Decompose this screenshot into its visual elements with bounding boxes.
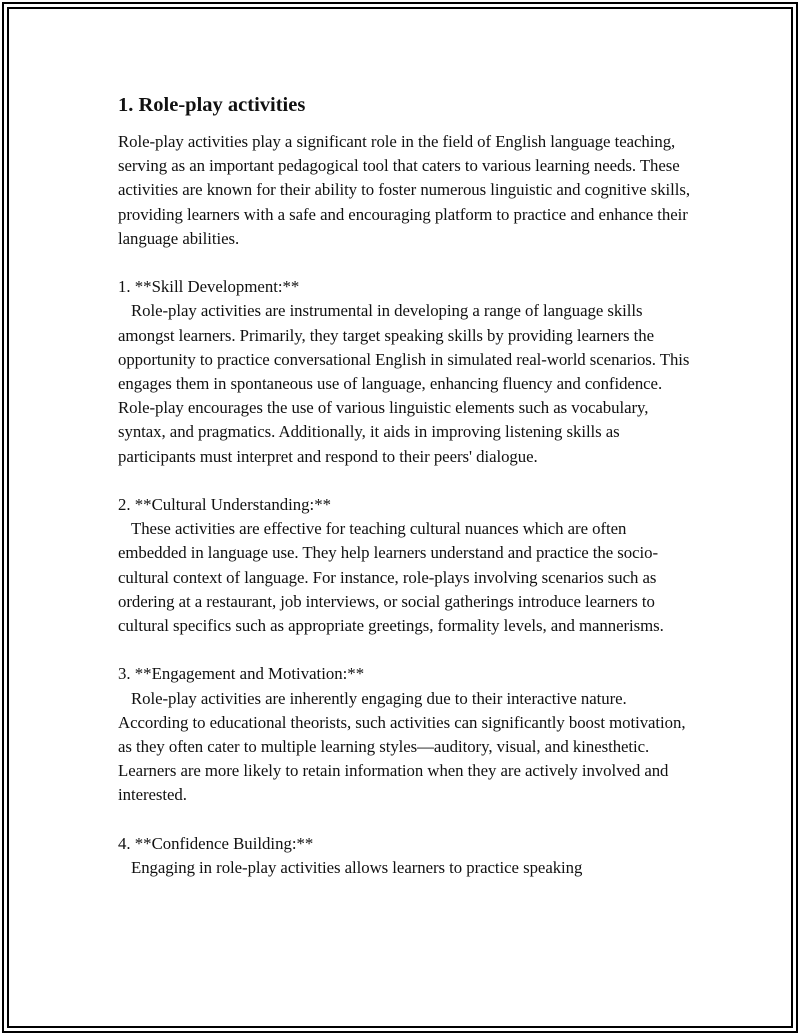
paragraph-spacer [118,469,698,493]
list-item-title: 2. **Cultural Understanding:** [118,495,332,515]
list-item-body: Role-play activities are inherently engaging due to their interactive nature. According to educational theorists, such activities can significantly boost motivation, as they often cater to multiple learning styles—auditory, visual, and kinesthetic. Learners are more likely to retain information when they are actively involved and interested. [118,688,686,805]
paragraph-spacer [118,638,698,662]
list-item-title: 1. **Skill Development:** [118,277,300,297]
list-item-body: These activities are effective for teaching cultural nuances which are often embedded in language use. They help learners understand and practice the socio-cultural context of language. For instance, role-plays involving scenarios such as ordering at a restaurant, job interviews, or social gatherings introduce learners to cultural specifics such as appropriate greetings, formality levels, and mannerisms. [118,519,664,636]
intro-paragraph: Role-play activities play a significant role in the field of English language teaching, serving as an important pedagogical tool that caters to various learning needs. These activities are known for their ability to foster numerous linguistic and cognitive skills, providing learners with a safe and encouraging platform to practice and enhance their language abilities. [118,132,691,248]
list-item-body: Role-play activities are instrumental in developing a range of language skills amongst learners. Primarily, they target speaking skills by providing learners the opportunity to practice conversational English in simulated real-world scenarios. This engages them in spontaneous use of language, enhancing fluency and confidence. Role-play encourages the use of various linguistic elements such as vocabulary, syntax, and pragmatics. Additionally, it aids in improving listening skills as participants must interpret and respond to their peers' dialogue. [118,301,690,466]
list-item-title: 4. **Confidence Building:** [118,833,314,853]
list-item [118,662,698,807]
section-heading: 1. Role-play activities [118,94,306,116]
list-item-title: 3. **Engagement and Motivation:** [118,664,365,684]
list-item [118,832,698,880]
document-body [118,90,698,880]
list-item-body: Engaging in role-play activities allows learners to practice speaking [131,858,583,878]
list-item [118,493,698,638]
paragraph-spacer [118,251,698,275]
list-item [118,275,698,469]
paragraph-spacer [118,808,698,832]
